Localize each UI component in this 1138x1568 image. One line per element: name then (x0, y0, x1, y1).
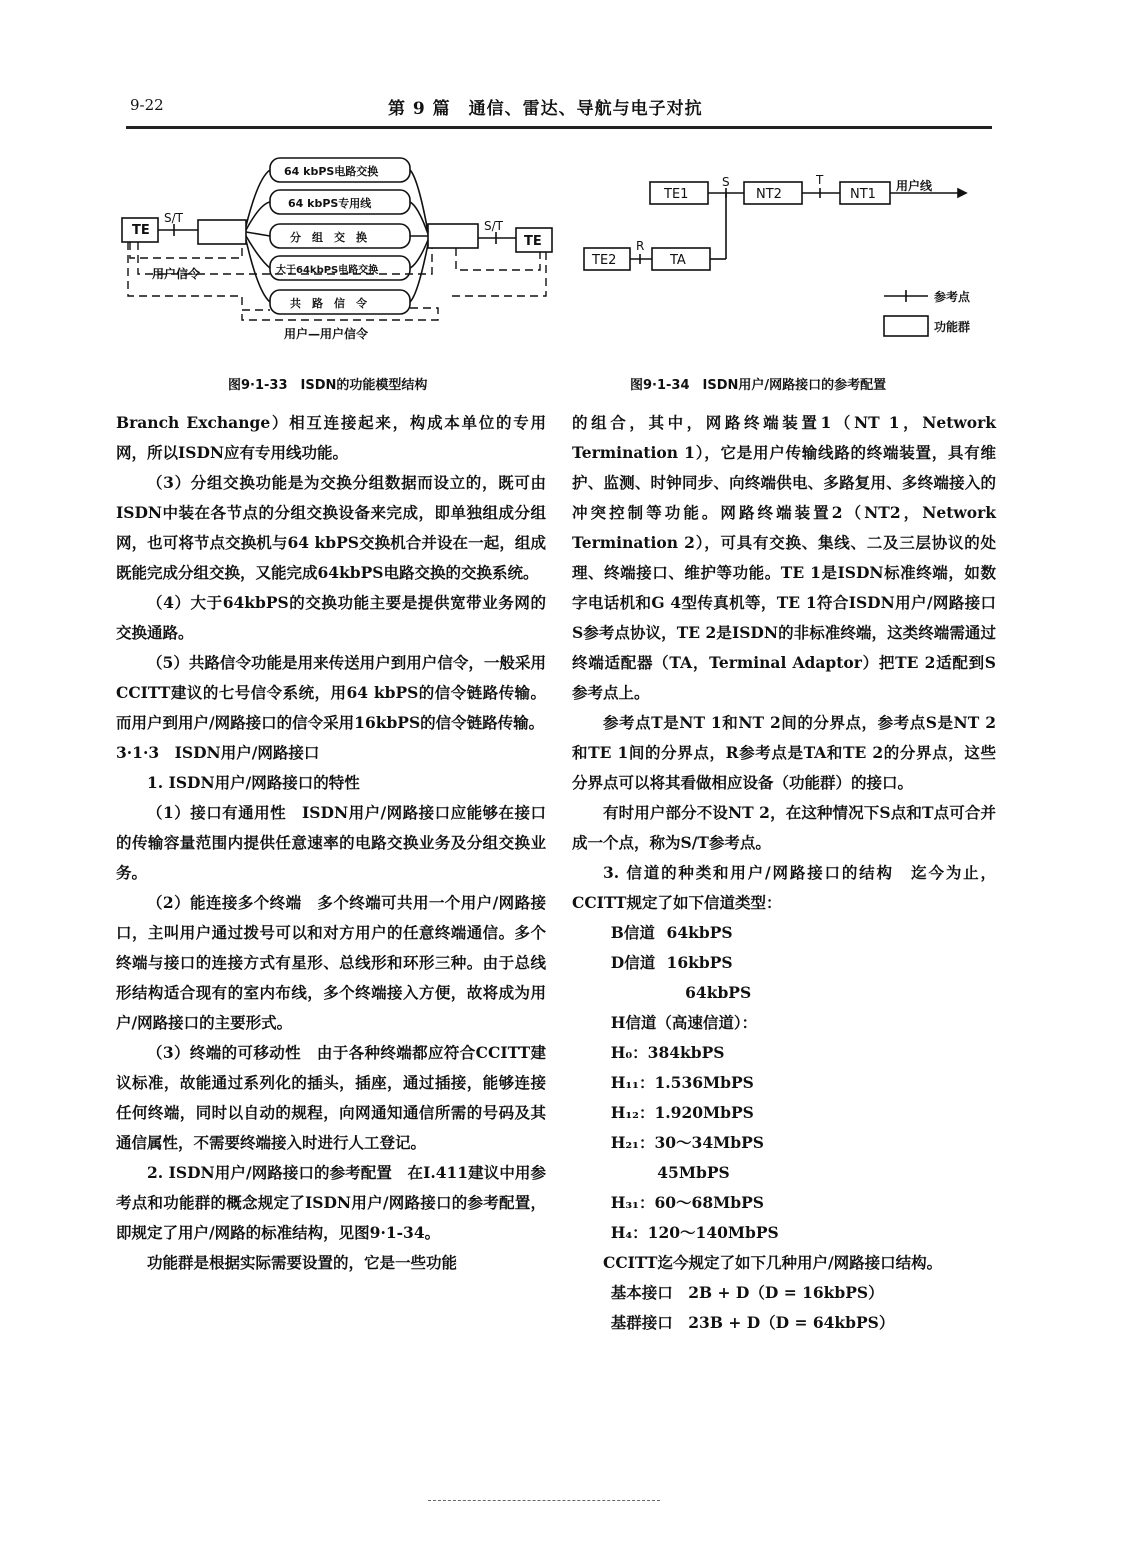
figure-33-diagram (112, 148, 558, 348)
page-header (0, 0, 1138, 140)
function-common-channel-signalling: 共 路 信 令 (290, 297, 367, 310)
channel-h4: H₄：120～140MbPS (610, 1223, 779, 1242)
channel-d-alt: 64kbPS (685, 983, 752, 1002)
legend-group-label: 功能群 (934, 320, 971, 334)
right-column (572, 408, 996, 1338)
function-leased-line: 64 kbPS专用线 (288, 197, 372, 210)
paragraph: Branch Exchange）相互连接起来，构成本单位的专用网，所以ISDN应有专用线功能。 (116, 413, 546, 462)
paragraph: （5）共路信令功能是用来传送用户到用户信令，一般采用CCITT建议的七号信令系统，用64 kbPS的信令链路传输。而用户到用户/网路接口的信令采用16kbPS的信令链路传输。 (116, 653, 546, 732)
channel-b: B信道 64kbPS (610, 923, 733, 942)
paragraph: CCITT迄今规定了如下几种用户/网路接口结构。 (603, 1253, 943, 1272)
primary-interface: 基群接口 23B + D（D = 64kbPS） (610, 1313, 895, 1332)
channel-h31: H₃₁：60～68MbPS (610, 1193, 764, 1212)
channel-h12: H₁₂：1.920MbPS (610, 1103, 754, 1122)
user-line-label: 用户线 (896, 179, 933, 193)
paragraph: （3）分组交换功能是为交换分组数据而设立的，既可由ISDN中装在各节点的分组交换设备来完成，即单独组成分组网，也可将节点交换机与64 kbPS交换机合并设在一起，组成既能完成分组交换，又能完成64kbPS电路交换的交换系统。 (116, 473, 546, 582)
channel-d: D信道 16kbPS (610, 953, 733, 972)
nt1-label: NT1 (850, 187, 876, 202)
te1-label: TE1 (664, 187, 689, 202)
channel-h21: H₂₁：30～34MbPS (610, 1133, 764, 1152)
paragraph: （2）能连接多个终端 多个终端可共用一个用户/网路接口，主叫用户通过拨号可以和对方用户的任意终端通信。多个终端与接口的连接方式有星形、总线形和环形三种。由于总线形结构适合现有的室内布线，多个终端接入方便，故将成为用户/网路接口的主要形式。 (116, 893, 546, 1032)
ta-label: TA (670, 253, 686, 268)
legend-group-box (884, 316, 928, 336)
paragraph: 有时用户部分不设NT 2，在这种情况下S点和T点可合并成一个点，称为S/T参考点。 (572, 803, 996, 852)
figure-isdn-reference-configuration (578, 168, 988, 344)
point-s-label: S (722, 175, 730, 189)
point-t-label: T (816, 173, 824, 187)
figure-34-caption: 图9·1-34 ISDN用户/网路接口的参考配置 (630, 378, 887, 393)
paragraph: 功能群是根据实际需要设置的，它是一些功能 (147, 1253, 458, 1272)
channel-h11: H₁₁：1.536MbPS (610, 1073, 754, 1092)
paragraph: （1）接口有通用性 ISDN用户/网路接口应能够在接口的传输容量范围内提供任意速率的电路交换业务及分组交换业务。 (116, 803, 546, 882)
user-user-signalling-label: 用户—用户信令 (284, 327, 369, 341)
running-title: 第 9 篇 通信、雷达、导航与电子对抗 (388, 99, 703, 119)
figure-isdn-functional-model (112, 148, 558, 348)
header-rule (126, 126, 992, 129)
figure-33-caption: 图9·1-33 ISDN的功能模型结构 (228, 378, 428, 393)
figure-34-diagram (578, 168, 988, 344)
section-heading: 3·1·3 ISDN用户/网路接口 (116, 743, 320, 762)
point-r-label: R (636, 239, 645, 253)
user-signalling-label: 用户信令 (152, 267, 201, 281)
function-circuit-64k: 64 kbPS电路交换 (284, 165, 379, 178)
channel-h0: H₀：384kbPS (610, 1043, 725, 1062)
nt2-label: NT2 (756, 187, 782, 202)
te-right-label: TE (524, 234, 542, 249)
te2-label: TE2 (592, 253, 617, 268)
page-number: 9-22 (130, 96, 164, 114)
st-right-label: S/T (484, 219, 503, 233)
paragraph: （4）大于64kbPS的交换功能主要是提供宽带业务网的交换通路。 (116, 593, 546, 642)
paragraph: （3）终端的可移动性 由于各种终端都应符合CCITT建议标准，故能通过系列化的插头，插座，通过插接，能够连接任何终端，同时以自动的规程，向网通知通信所需的号码及其通信属性，不需要终端接入时进行人工登记。 (116, 1043, 546, 1152)
st-left-label: S/T (164, 211, 183, 225)
paragraph: 3. 信道的种类和用户/网路接口的结构 迄今为止，CCITT规定了如下信道类型： (572, 863, 996, 912)
exchange-left-box (198, 220, 246, 244)
exchange-right-box (428, 224, 478, 248)
legend-point-label: 参考点 (934, 290, 971, 304)
function-packet-switching: 分 组 交 换 (290, 231, 367, 244)
channel-h21-alt: 45MbPS (657, 1163, 730, 1182)
paragraph: 参考点T是NT 1和NT 2间的分界点，参考点S是NT 2和TE 1间的分界点，R参考点是TA和TE 2的分界点，这些分界点可以将其看做相应设备（功能群）的接口。 (572, 713, 996, 792)
paragraph: 的组合，其中，网路终端装置1（NT 1，Network Termination 1），它是用户传输线路的终端装置，具有维护、监测、时钟同步、向终端供电、多路复用、多终端接入的冲突控制等功能。网路终端装置2（NT2，Network Termination 2），可具有交换、集线、二及三层协议的处理、终端接口、维护等功能。TE 1是ISDN标准终端，如数字电话机和G 4型传真机等，TE 1符合ISDN用户/网路接口S参考点协议，TE 2是ISDN的非标准终端，这类终端需通过终端适配器（TA，Terminal Adaptor）把TE 2适配到S参考点上。 (572, 413, 996, 702)
function-broadband-switching: 大于64kbPS电路交换 (276, 265, 379, 276)
te-left-label: TE (132, 223, 150, 238)
paragraph: 2. ISDN用户/网路接口的参考配置 在I.411建议中用参考点和功能群的概念规定了ISDN用户/网路接口的参考配置，即规定了用户/网路的标准结构，见图9·1-34。 (116, 1163, 546, 1242)
channel-h-heading: H信道（高速信道）： (610, 1013, 758, 1032)
basic-interface: 基本接口 2B + D（D = 16kbPS） (610, 1283, 884, 1302)
footer-rule (428, 1500, 660, 1502)
subsection-heading: 1. ISDN用户/网路接口的特性 (147, 773, 360, 792)
left-column (116, 408, 546, 1278)
